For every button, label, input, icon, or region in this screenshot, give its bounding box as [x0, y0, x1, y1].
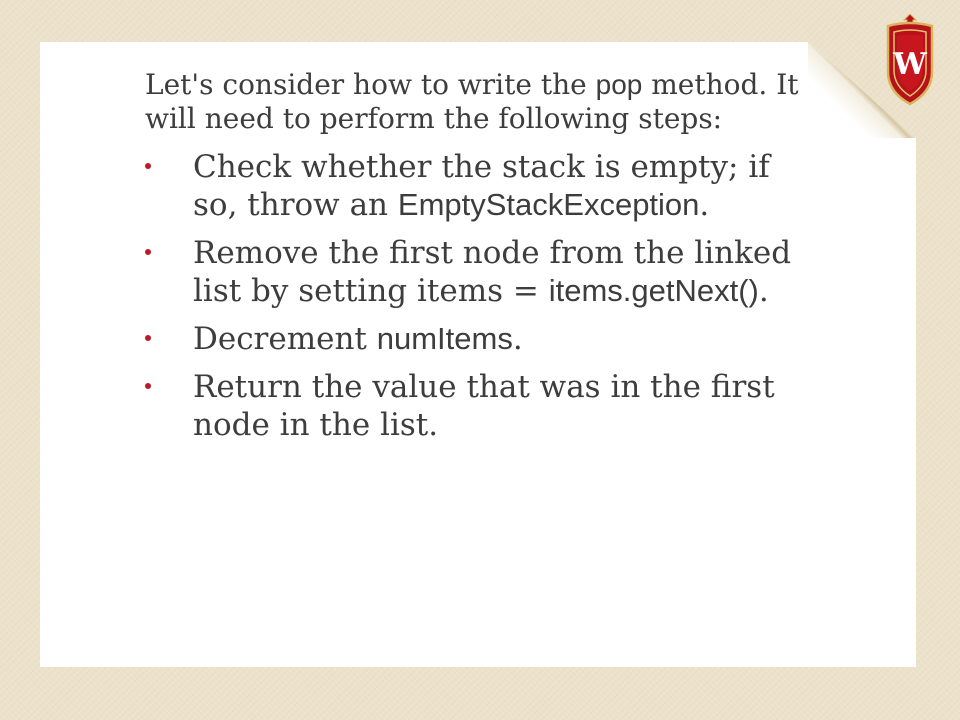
bullet-dot-icon: [145, 249, 151, 255]
bullet-2-code: items.getNext(): [548, 273, 759, 308]
intro-paragraph: [145, 68, 805, 136]
intro-code-pop: pop: [595, 69, 643, 100]
bullet-text: [193, 321, 523, 357]
steps-list: [145, 148, 805, 444]
bullet-2-text: Remove the first node from the linked list by setting items =: [193, 235, 792, 309]
bullet-2-suffix: .: [758, 273, 769, 309]
bullet-text: [193, 235, 791, 309]
bullet-3-text: Decrement: [193, 321, 377, 357]
bullet-text: [193, 369, 775, 443]
bullet-1-suffix: .: [699, 187, 710, 223]
bullet-1-code: EmptyStackException: [397, 187, 700, 222]
bullet-3-suffix: .: [512, 321, 523, 357]
list-item: [145, 234, 805, 310]
bullet-1-text: Check whether the stack is empty; if so, throw an: [193, 149, 770, 223]
bullet-text: [193, 149, 770, 223]
bullet-4-text: Return the value that was in the first node in the list.: [193, 369, 775, 443]
bullet-dot-icon: [145, 383, 151, 389]
list-item: [145, 368, 805, 444]
slide-content: [145, 68, 805, 454]
list-item: [145, 320, 805, 358]
intro-text-after: method. It will need to perform the following steps:: [145, 68, 799, 135]
list-item: [145, 148, 805, 224]
bullet-dot-icon: [145, 335, 151, 341]
university-crest-icon: [884, 14, 936, 106]
bullet-3-code: numItems: [376, 321, 513, 356]
crest-letter: W: [893, 47, 927, 82]
bullet-dot-icon: [145, 163, 151, 169]
intro-text-before: Let's consider how to write the: [145, 68, 596, 101]
